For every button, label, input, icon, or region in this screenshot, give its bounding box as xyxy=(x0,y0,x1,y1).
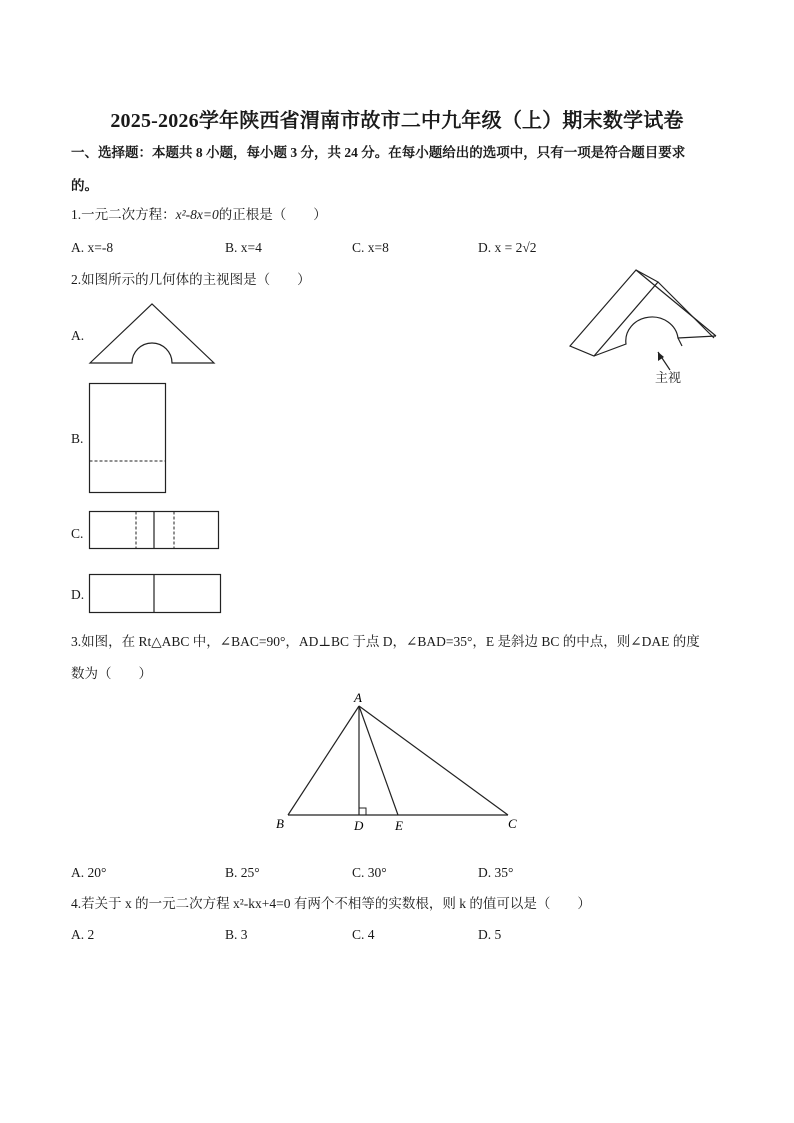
point-a-label: A xyxy=(354,690,362,705)
question-1-stem-suffix: 的正根是（ ） xyxy=(218,207,327,222)
question-3-text-line1: 如图，在 Rt△ABC 中，∠BAC=90°，AD⊥BC 于点 D，∠BAD=35°，E 是斜边 BC 的中点，则∠DAE 的度 xyxy=(81,634,700,649)
question-1-option-a: A. x=-8 xyxy=(71,240,114,255)
question-4-option-b: B. 3 xyxy=(225,927,248,942)
question-3-triangle-figure xyxy=(270,688,530,838)
question-3-option-b: B. 25° xyxy=(225,865,260,880)
question-1-number: 1. xyxy=(71,207,82,222)
page-title: 2025-2026学年陕西省渭南市故市二中九年级（上）期末数学试卷 xyxy=(110,110,684,132)
question-2-option-c-figure xyxy=(88,510,222,552)
question-2-option-d-figure xyxy=(88,572,224,616)
question-3-option-c: C. 30° xyxy=(352,865,387,880)
question-2-number: 2. xyxy=(71,272,82,287)
question-2-option-b-figure xyxy=(88,382,170,496)
point-b-label: B xyxy=(276,816,284,831)
question-2-option-b-letter: B. xyxy=(71,431,84,446)
question-2-option-d-letter: D. xyxy=(71,587,85,602)
question-3-option-d: D. 35° xyxy=(478,865,514,880)
section-instructions-line2: 的。 xyxy=(71,178,98,193)
question-1-option-c: C. x=8 xyxy=(352,240,389,255)
question-2-option-a-letter: A. xyxy=(71,328,85,343)
question-4-text: 若关于 x 的一元二次方程 x²-kx+4=0 有两个不相等的实数根，则 k 的值可以是（ ） xyxy=(81,896,591,911)
point-c-label: C xyxy=(508,816,517,831)
question-3-stem-line2: 数为（ ） xyxy=(71,666,152,681)
question-1-option-d: D. x = 2√2 xyxy=(478,240,537,255)
question-2-text: 如图所示的几何体的主视图是（ ） xyxy=(81,272,311,287)
question-1-option-b: B. x=4 xyxy=(225,240,262,255)
question-4-option-a: A. 2 xyxy=(71,927,95,942)
question-1-stem xyxy=(71,206,327,224)
question-3-stem-line1 xyxy=(71,633,700,651)
question-4-option-d: D. 5 xyxy=(478,927,502,942)
question-4-option-c: C. 4 xyxy=(352,927,375,942)
question-3-number: 3. xyxy=(71,634,82,649)
question-1-equation: x²-8x=0 xyxy=(175,207,219,222)
question-2-option-a-figure xyxy=(86,300,218,370)
question-2-stem xyxy=(71,271,311,289)
question-2-solid-figure xyxy=(566,266,726,390)
point-d-label: D xyxy=(354,818,364,833)
point-e-label: E xyxy=(395,818,403,833)
question-2-view-label: 主视 xyxy=(655,371,682,386)
question-4-stem xyxy=(71,895,591,913)
section-instructions-line1: 一、选择题：本题共 8 小题，每小题 3 分，共 24 分。在每小题给出的选项中，只有一项是符合题目要求 xyxy=(71,145,686,160)
question-2-option-c-letter: C. xyxy=(71,526,84,541)
question-1-stem-prefix: 一元二次方程： xyxy=(81,207,176,222)
question-4-number: 4. xyxy=(71,896,82,911)
question-3-option-a: A. 20° xyxy=(71,865,107,880)
